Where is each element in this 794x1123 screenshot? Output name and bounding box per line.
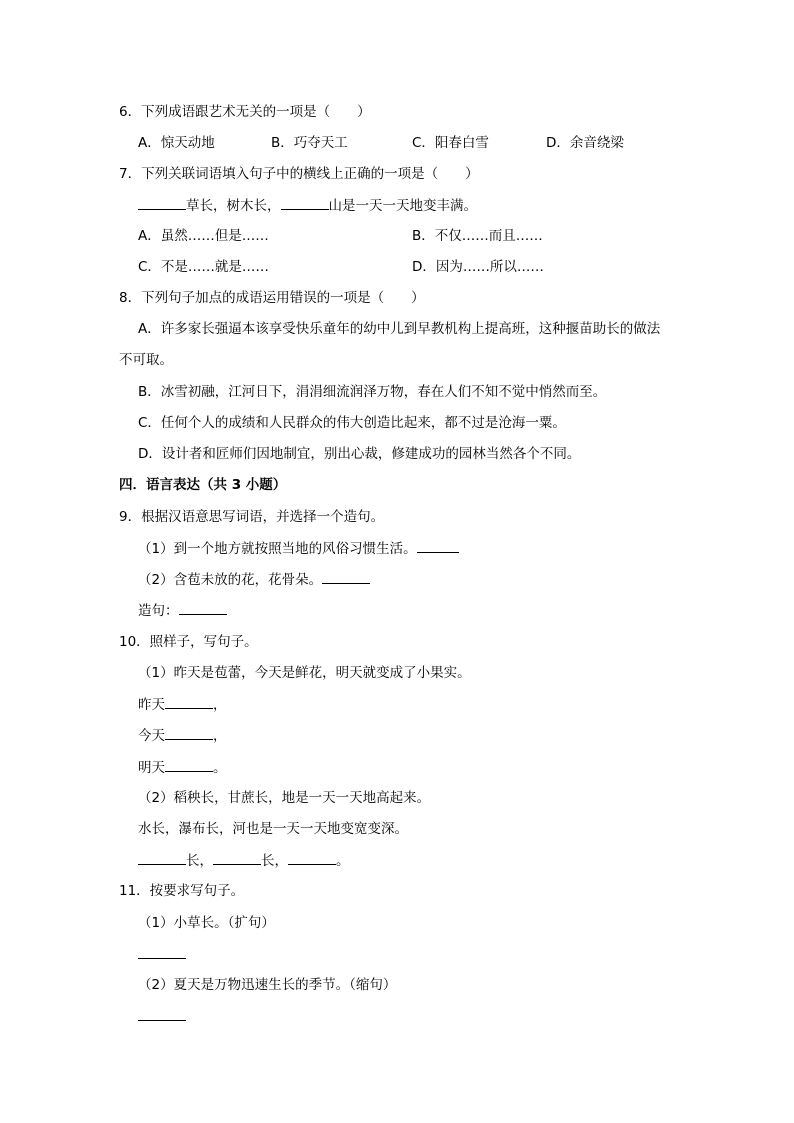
q11-part2-blank xyxy=(138,1006,186,1021)
q9-make-sentence xyxy=(138,600,227,621)
q10-tomorrow-blank xyxy=(165,757,213,772)
q10-yesterday-label: 昨天 xyxy=(138,697,165,713)
q6-option-d: D．余音绕梁 xyxy=(546,135,624,151)
q7-blank-2 xyxy=(281,195,329,210)
q10-part2: （2）稻秧长，甘蔗长，地是一天一天地高起来。 xyxy=(138,790,431,806)
q11-part1: （1）小草长。（扩句） xyxy=(138,915,275,931)
q10-tomorrow-row xyxy=(138,757,227,778)
q9-part1 xyxy=(138,538,459,559)
q6-option-a: A．惊天动地 xyxy=(138,135,215,151)
q8-option-a-line1: A．许多家长强逼本该享受快乐童年的幼中儿到早教机构上提高班，这种揠苗助长的做法 xyxy=(138,321,661,337)
q10-today-label: 今天 xyxy=(138,728,165,744)
q7-sentence-end: 山是一天一天地变丰满。 xyxy=(328,198,477,214)
q10-part2-example: 水长，瀑布长，河也是一天一天地变宽变深。 xyxy=(138,821,408,837)
q10-grow-2: 长， xyxy=(261,853,288,869)
q9-part2-blank xyxy=(322,569,370,584)
q7-sentence-mid: 草长，树木长， xyxy=(186,198,281,214)
q7-option-d: D．因为……所以…… xyxy=(412,259,544,275)
q10-part1: （1）昨天是苞蕾，今天是鲜花，明天就变成了小果实。 xyxy=(138,665,471,681)
q6-option-c: C．阳春白雪 xyxy=(412,135,489,151)
q11-part1-blank xyxy=(138,944,186,959)
q7-option-b: B．不仅……而且…… xyxy=(412,228,543,244)
q9-part1-blank xyxy=(417,538,459,553)
q9-part1-text: （1）到一个地方就按照当地的风俗习惯生活。 xyxy=(138,541,417,557)
q10-tomorrow-label: 明天 xyxy=(138,760,165,776)
q9-make-label: 造句： xyxy=(138,603,179,619)
q10-comma: ， xyxy=(213,728,227,744)
q9-make-blank xyxy=(179,600,227,615)
q10-period-end: 。 xyxy=(336,853,350,869)
q10-grow-blank-3 xyxy=(288,850,336,865)
q10-yesterday-blank xyxy=(165,694,213,709)
q10-part2-blanks xyxy=(138,850,350,871)
q10-yesterday-row xyxy=(138,694,227,715)
q6-stem: 6．下列成语跟艺术无关的一项是（ ） xyxy=(119,104,371,120)
q7-option-c: C．不是……就是…… xyxy=(138,259,269,275)
q11-stem: 11．按要求写句子。 xyxy=(119,883,245,899)
q8-option-b: B．冰雪初融，江河日下，涓涓细流润泽万物，春在人们不知不觉中悄然而至。 xyxy=(138,384,607,400)
q11-part1-answer xyxy=(138,944,186,965)
q9-part2-text: （2）含苞未放的花，花骨朵。 xyxy=(138,572,323,588)
q10-grow-blank-1 xyxy=(138,850,186,865)
q9-stem: 9．根据汉语意思写词语，并选择一个造句。 xyxy=(119,509,385,525)
q10-grow-blank-2 xyxy=(213,850,261,865)
q8-option-d: D．设计者和匠师们因地制宜，别出心裁，修建成功的园林当然各个不同。 xyxy=(138,446,581,462)
q11-part2-answer xyxy=(138,1006,186,1027)
q7-stem: 7．下列关联词语填入句子中的横线上正确的一项是（ ） xyxy=(119,166,479,182)
section-title: 四．语言表达（共 3 小题） xyxy=(119,477,287,493)
q10-today-blank xyxy=(165,725,213,740)
q9-part2 xyxy=(138,569,370,590)
q8-option-a-line2: 不可取。 xyxy=(119,352,173,368)
q10-period: 。 xyxy=(213,760,227,776)
q7-option-a: A．虽然……但是…… xyxy=(138,228,269,244)
q11-part2: （2）夏天是万物迅速生长的季节。（缩句） xyxy=(138,977,397,993)
q8-stem: 8．下列句子加点的成语运用错误的一项是（ ） xyxy=(119,290,425,306)
q10-grow-1: 长， xyxy=(186,853,213,869)
q6-option-b: B．巧夺天工 xyxy=(271,135,348,151)
q7-sentence xyxy=(138,195,477,216)
q10-stem: 10．照样子，写句子。 xyxy=(119,634,258,650)
q10-comma: ， xyxy=(213,697,227,713)
q8-option-c: C．任何个人的成绩和人民群众的伟大创造比起来，都不过是沧海一粟。 xyxy=(138,415,566,431)
q7-blank-1 xyxy=(138,195,186,210)
q10-today-row xyxy=(138,725,227,746)
